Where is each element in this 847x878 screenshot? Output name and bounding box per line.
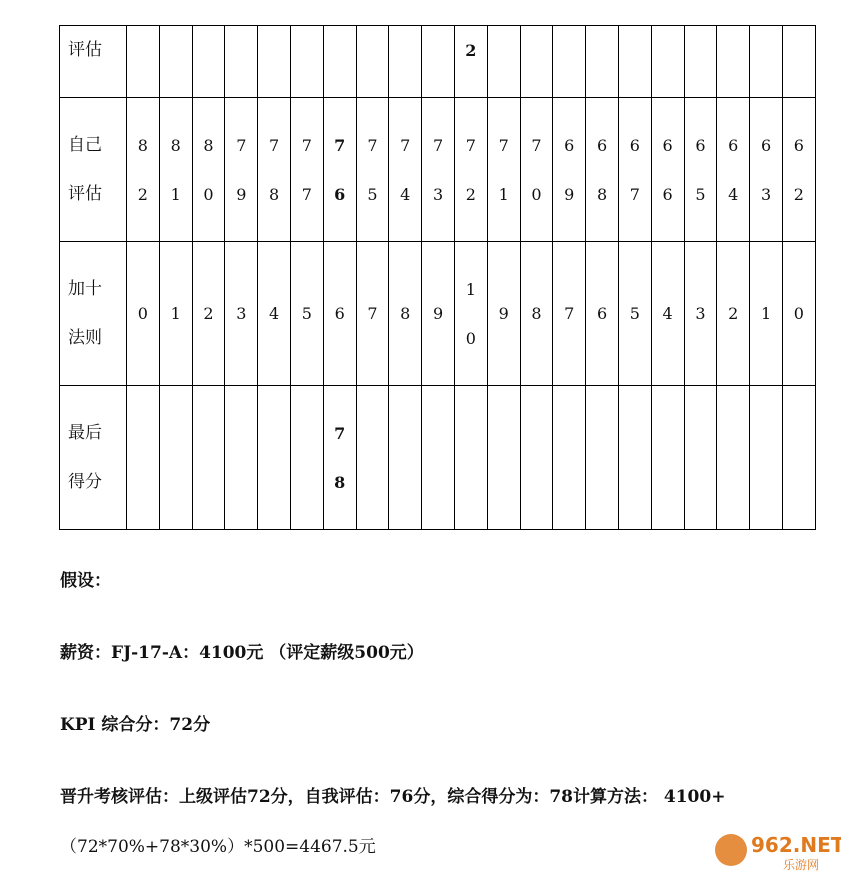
table-cell [717, 386, 750, 530]
table-cell [586, 26, 619, 98]
table-cell: 8 [389, 242, 422, 386]
site-logo-watermark [713, 828, 841, 872]
table-cell [192, 386, 225, 530]
promotion-line: 晋升考核评估：上级评估72分，自我评估：76分，综合得分为：78计算方法： 4100+ [60, 787, 726, 807]
row-label: 评估 [60, 26, 127, 98]
table-cell: 6 [323, 242, 356, 386]
table-cell: 2 [192, 242, 225, 386]
table-cell: 3 [225, 242, 258, 386]
table-row [60, 98, 816, 242]
row-label: 自己 评估 [60, 98, 127, 242]
table-cell [553, 386, 586, 530]
table-cell: 7 2 [454, 98, 487, 242]
watermark-text: 962.NET [751, 833, 841, 857]
table-row [60, 242, 816, 386]
table-cell [159, 26, 192, 98]
table-cell: 8 2 [127, 98, 160, 242]
table-cell [127, 386, 160, 530]
table-cell: 7 [356, 242, 389, 386]
table-cell [717, 26, 750, 98]
table-cell: 7 1 [487, 98, 520, 242]
table-cell [520, 26, 553, 98]
table-cell [782, 26, 815, 98]
table-cell: 6 6 [651, 98, 684, 242]
table-cell [422, 26, 455, 98]
row-label: 加十 法则 [60, 242, 127, 386]
table-cell: 8 1 [159, 98, 192, 242]
table-cell: 6 7 [618, 98, 651, 242]
table-cell: 4 [651, 242, 684, 386]
table-cell [520, 386, 553, 530]
table-cell [487, 386, 520, 530]
table-cell: 7 [553, 242, 586, 386]
table-row [60, 26, 816, 98]
table-cell [258, 26, 291, 98]
table-cell: 7 9 [225, 98, 258, 242]
table-cell: 6 8 [586, 98, 619, 242]
table-cell: 7 3 [422, 98, 455, 242]
table-cell [684, 386, 717, 530]
table-cell: 6 [586, 242, 619, 386]
table-cell [389, 26, 422, 98]
watermark-sub: 乐游网 [783, 858, 820, 872]
table-cell: 1 [750, 242, 783, 386]
table-cell: 0 [127, 242, 160, 386]
table-cell [454, 386, 487, 530]
table-cell [618, 26, 651, 98]
score-table [59, 25, 816, 530]
table-cell: 1 [159, 242, 192, 386]
table-cell [258, 386, 291, 530]
table-cell [323, 26, 356, 98]
table-cell [651, 26, 684, 98]
table-cell: 6 3 [750, 98, 783, 242]
table-cell [586, 386, 619, 530]
formula-line: （72*70%+78*30%）*500=4467.5元 [60, 837, 376, 857]
table-cell: 0 [782, 242, 815, 386]
table-cell [225, 26, 258, 98]
table-cell [159, 386, 192, 530]
table-cell [290, 26, 323, 98]
table-cell: 4 [258, 242, 291, 386]
table-cell: 9 [487, 242, 520, 386]
row-label: 最后 得分 [60, 386, 127, 530]
table-cell: 3 [684, 242, 717, 386]
table-cell: 7 5 [356, 98, 389, 242]
assume-heading: 假设： [60, 571, 111, 591]
table-cell: 5 [618, 242, 651, 386]
table-cell [750, 26, 783, 98]
table-cell [290, 386, 323, 530]
table-cell: 1 0 [454, 242, 487, 386]
table-cell: 5 [290, 242, 323, 386]
table-cell [356, 26, 389, 98]
table-cell [389, 386, 422, 530]
table-cell: 7 8 [258, 98, 291, 242]
table-cell [684, 26, 717, 98]
table-cell [356, 386, 389, 530]
table-cell [225, 386, 258, 530]
table-cell [487, 26, 520, 98]
table-cell [553, 26, 586, 98]
table-cell [651, 386, 684, 530]
table-cell [127, 26, 160, 98]
table-cell: 8 0 [192, 98, 225, 242]
table-cell [782, 386, 815, 530]
table-row [60, 386, 816, 530]
table-cell: 7 8 [323, 386, 356, 530]
table-cell: 7 4 [389, 98, 422, 242]
table-cell: 7 0 [520, 98, 553, 242]
table-cell: 6 2 [782, 98, 815, 242]
table-cell: 2 [454, 26, 487, 98]
table-cell [618, 386, 651, 530]
table-cell [422, 386, 455, 530]
table-cell [192, 26, 225, 98]
table-cell: 8 [520, 242, 553, 386]
table-cell: 2 [717, 242, 750, 386]
table-cell: 9 [422, 242, 455, 386]
table-cell [750, 386, 783, 530]
salary-line: 薪资：FJ-17-A：4100元 （评定薪级500元） [60, 643, 424, 663]
table-cell: 6 9 [553, 98, 586, 242]
table-cell: 7 7 [290, 98, 323, 242]
kpi-line: KPI 综合分：72分 [60, 715, 211, 735]
table-cell: 6 5 [684, 98, 717, 242]
table-cell: 7 6 [323, 98, 356, 242]
table-cell: 6 4 [717, 98, 750, 242]
